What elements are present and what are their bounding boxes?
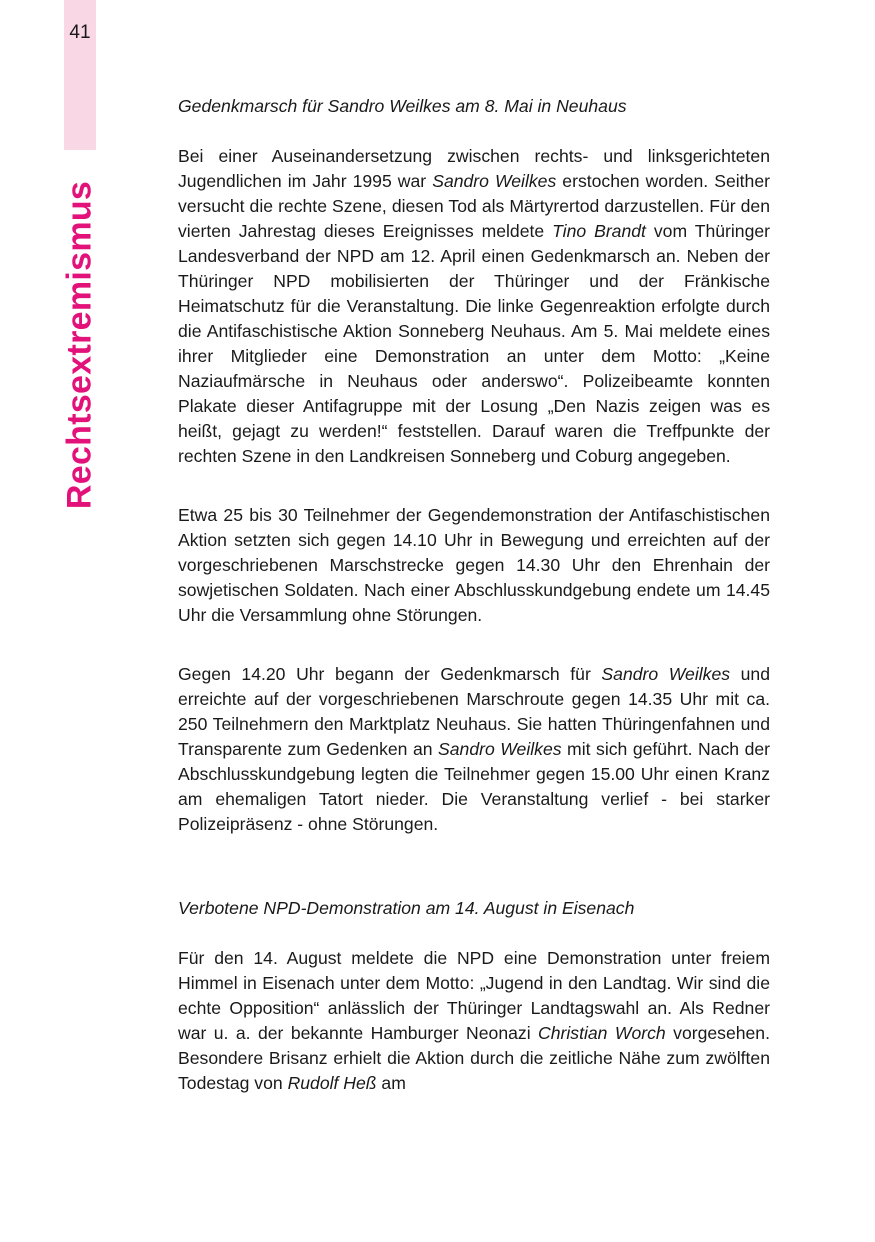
text-run: am [376, 1073, 406, 1093]
page-number: 41 [69, 22, 91, 43]
person-name: Sandro Weilkes [601, 664, 731, 684]
article-heading-gedenkmarsch: Gedenkmarsch für Sandro Weilkes am 8. Mai in Neuhaus [178, 96, 627, 116]
person-name: Rudolf Heß [287, 1073, 377, 1093]
person-name: Sandro Weilkes [432, 171, 557, 191]
person-name: Sandro Weilkes [438, 739, 562, 759]
text-run: vorgesehen. Besondere Brisanz erhielt die Aktion durch die zeitliche Nähe zum zwölften Todestag von [178, 1023, 770, 1093]
paragraph-gedenkmarsch-verlauf [178, 662, 770, 837]
text-run: Gegen 14.20 Uhr begann der Gedenkmarsch für [178, 664, 602, 684]
text-run: Bei einer Auseinandersetzung zwischen rechts- und linksgerichteten Jugendlichen im Jahr 1995 war [178, 146, 770, 191]
text-run: vom Thüringer Landesverband der NPD am 12. April einen Gedenkmarsch an. Neben der Thüringer NPD mobilisierten der Thüringer und der Fränkische Heimatschutz für die Veranstaltung. Die linke Gegenreaktion erfolgte durch die Antifaschistische Aktion Sonneberg Neuhaus. Am 5. Mai meldete eines ihrer Mitglieder eine Demonstration an unter dem Motto: „Keine Naziaufmärsche in Neuhaus oder anderswo“. Polizeibeamte konnten Plakate dieser Antifagruppe mit der Losung „Den Nazis zeigen was es heißt, gejagt zu werden!“ feststellen. Darauf waren die Treffpunkte der rechten Szene in den Landkreisen Sonneberg und Coburg angegeben. [178, 221, 771, 466]
text-run: und erreichte auf der vorgeschriebenen Marschroute gegen 14.35 Uhr mit ca. 250 Teilnehmern den Marktplatz Neuhaus. Sie hatten Thüringenfahnen und Transparente zum Gedenken an [178, 664, 770, 759]
text-run: Für den 14. August meldete die NPD eine Demonstration unter freiem Himmel in Eisenach unter dem Motto: „Jugend in den Landtag. Wir sind die echte Opposition“ anlässlich der Thüringer Landtagswahl an. Als Redner war u. a. der bekannte Hamburger Neonazi [178, 948, 770, 1043]
paragraph-eisenach [178, 946, 770, 1096]
page-body [178, 94, 770, 1096]
section-label: Rechtsextremismus [60, 180, 99, 510]
person-name: Christian Worch [538, 1023, 666, 1043]
text-run: erstochen worden. Seither versucht die rechte Szene, diesen Tod als Märtyrertod darzustellen. Für den vierten Jahrestag dieses Ereignisses meldete [178, 171, 770, 241]
person-name: Tino Brandt [552, 221, 646, 241]
paragraph-gegendemonstration: Etwa 25 bis 30 Teilnehmer der Gegendemonstration der Antifaschistischen Aktion setzten sich gegen 14.10 Uhr in Bewegung und erreichten auf der vorgeschriebenen Marschstrecke gegen 14.30 Uhr den Ehrenhain der sowjetischen Soldaten. Nach einer Abschlusskundgebung endete um 14.45 Uhr die Versammlung ohne Störungen. [178, 505, 770, 625]
article-heading-eisenach: Verbotene NPD-Demonstration am 14. August in Eisenach [178, 898, 635, 918]
text-run: mit sich geführt. Nach der Abschlusskundgebung legten die Teilnehmer gegen 15.00 Uhr einen Kranz am ehemaligen Tatort nieder. Die Veranstaltung verlief - bei starker Polizeipräsenz - ohne Störungen. [178, 739, 770, 834]
paragraph-auseinandersetzung [178, 144, 770, 469]
